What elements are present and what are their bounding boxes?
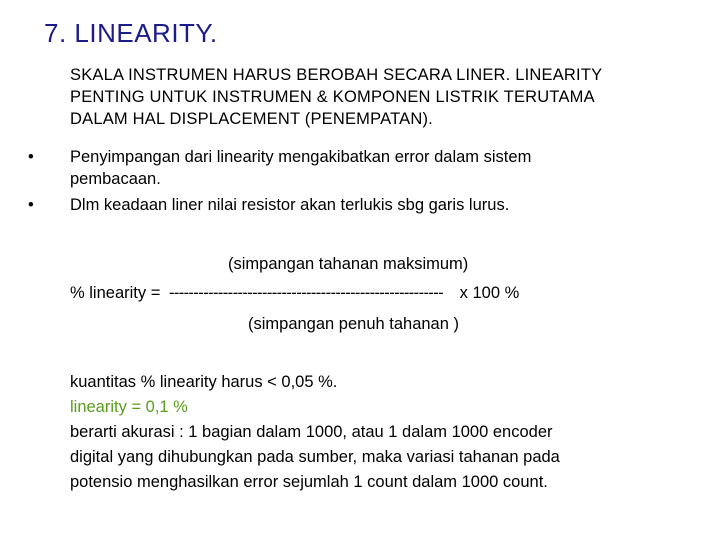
note-line: berarti akurasi : 1 bagian dalam 1000, atau 1 dalam 1000 encoder: [70, 423, 553, 441]
intro-line: PENTING UNTUK INSTRUMEN & KOMPONEN LISTRIK TERUTAMA: [70, 88, 595, 106]
bullet-icon: •: [28, 196, 34, 214]
formula-factor: x 100 %: [459, 284, 520, 302]
note-line: potensio menghasilkan error sejumlah 1 count dalam 1000 count.: [70, 473, 548, 491]
intro-line: DALAM HAL DISPLACEMENT (PENEMPATAN).: [70, 110, 433, 128]
bullet-text: Dlm keadaan liner nilai resistor akan terlukis sbg garis lurus.: [70, 196, 510, 214]
bullet-list: [28, 146, 531, 220]
note-highlight: linearity = 0,1 %: [70, 398, 188, 416]
note-line: digital yang dihubungkan pada sumber, maka variasi tahanan pada: [70, 448, 560, 466]
bullet-text: Penyimpangan dari linearity mengakibatkan error dalam sistem: [70, 148, 532, 166]
intro-line: SKALA INSTRUMEN HARUS BEROBAH SECARA LINER. LINEARITY: [70, 66, 603, 84]
note-line: kuantitas % linearity harus < 0,05 %.: [70, 373, 338, 391]
bullet-icon: •: [28, 148, 34, 166]
bullet-item: [28, 146, 531, 190]
formula-lhs: % linearity =: [70, 284, 161, 302]
slide-title: 7. LINEARITY.: [44, 18, 218, 48]
formula-row: [70, 284, 519, 303]
formula-denominator: (simpangan penuh tahanan ): [248, 315, 459, 333]
bullet-text: pembacaan.: [70, 170, 161, 188]
bullet-item: [28, 194, 531, 216]
formula-numerator: (simpangan tahanan maksimum): [228, 255, 469, 273]
note-block: [70, 370, 560, 495]
intro-paragraph: [70, 64, 602, 130]
formula-divider: --------------------------------------------------------: [168, 284, 444, 302]
